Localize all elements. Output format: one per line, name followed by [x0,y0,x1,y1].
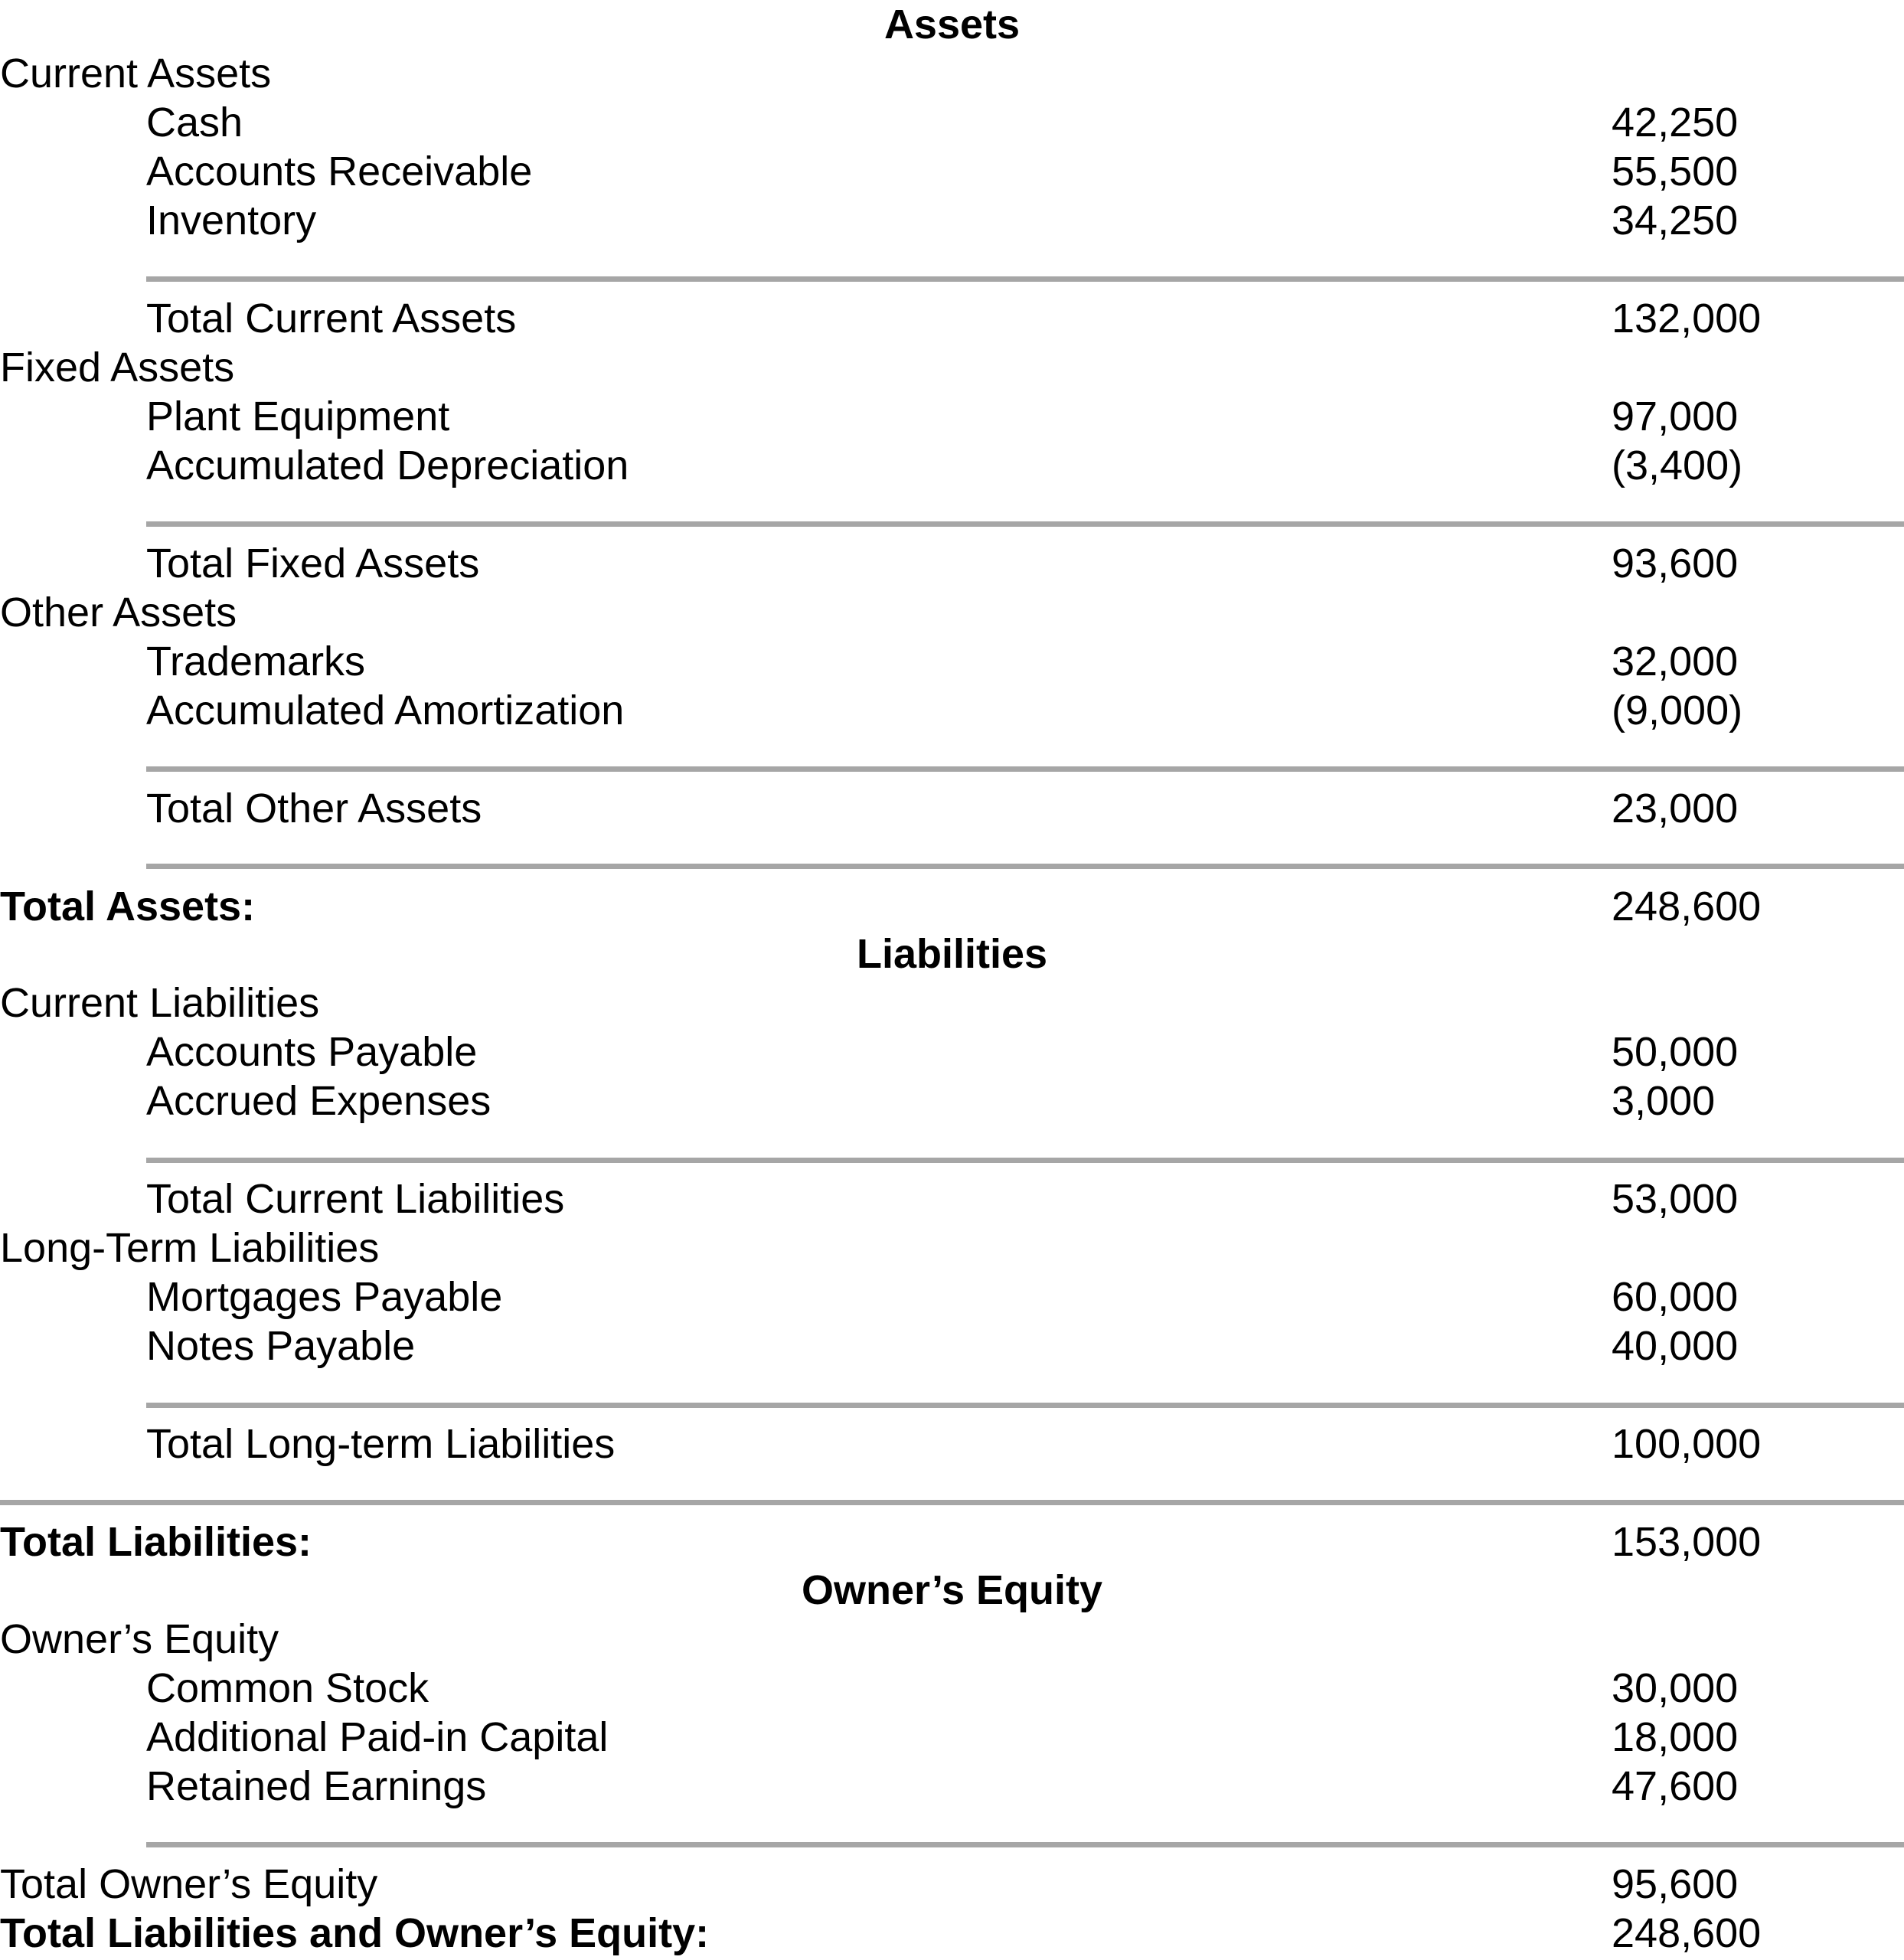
total-assets-label: Total Assets: [0,884,256,929]
assets-heading: Assets [883,2,1021,47]
total-fixed-assets-label: Total Fixed Assets [146,541,480,586]
line-item-label: Common Stock [146,1665,429,1711]
line-item-value: 97,000 [1612,394,1739,439]
line-item-label: Inventory [146,198,317,243]
line-item-label: Accounts Payable [146,1029,478,1075]
long-term-liabilities-label: Long-Term Liabilities [0,1225,380,1271]
total-current-assets-label: Total Current Assets [146,296,517,341]
line-item-value: 30,000 [1612,1665,1739,1711]
line-item-label: Accounts Receivable [146,149,533,194]
total-current-liabilities-value: 53,000 [1612,1176,1739,1222]
total-other-assets-label: Total Other Assets [146,786,482,831]
line-item-label: Cash [146,100,243,145]
subtotal-rule [146,276,1904,282]
line-item-value: (3,400) [1612,443,1743,488]
line-item-value: 60,000 [1612,1274,1739,1320]
line-item-label: Retained Earnings [146,1763,487,1809]
total-assets-value: 248,600 [1612,884,1762,929]
owners-equity-label: Owner’s Equity [0,1616,279,1662]
total-owners-equity-value: 95,600 [1612,1861,1739,1907]
line-item-value: 50,000 [1612,1029,1739,1075]
total-long-term-liabilities-label: Total Long-term Liabilities [146,1421,616,1467]
total-owners-equity-label: Total Owner’s Equity [0,1861,378,1907]
line-item-value: 34,250 [1612,198,1739,243]
fixed-assets-label: Fixed Assets [0,345,235,390]
line-item-label: Trademarks [146,639,366,684]
total-liabilities-label: Total Liabilities: [0,1519,312,1565]
current-liabilities-label: Current Liabilities [0,980,320,1026]
line-item-value: 32,000 [1612,639,1739,684]
line-item-value: (9,000) [1612,688,1743,733]
total-liabilities-value: 153,000 [1612,1519,1762,1565]
total-liabilities-and-equity-label: Total Liabilities and Owner’s Equity: [0,1910,710,1956]
line-item-value: 47,600 [1612,1763,1739,1809]
line-item-value: 55,500 [1612,149,1739,194]
line-item-label: Mortgages Payable [146,1274,503,1320]
line-item-value: 42,250 [1612,100,1739,145]
line-item-label: Notes Payable [146,1323,416,1369]
total-current-liabilities-label: Total Current Liabilities [146,1176,565,1222]
total-other-assets-value: 23,000 [1612,786,1739,831]
line-item-label: Accumulated Amortization [146,688,625,733]
line-item-label: Accrued Expenses [146,1078,492,1124]
subtotal-rule [146,864,1904,869]
current-assets-label: Current Assets [0,51,272,96]
subtotal-rule [146,521,1904,527]
line-item-label: Plant Equipment [146,394,450,439]
total-long-term-liabilities-value: 100,000 [1612,1421,1762,1467]
line-item-label: Accumulated Depreciation [146,443,629,488]
line-item-value: 40,000 [1612,1323,1739,1369]
line-item-label: Additional Paid-in Capital [146,1714,609,1760]
subtotal-rule [146,1842,1904,1847]
total-liabilities-and-equity-value: 248,600 [1612,1910,1762,1956]
liabilities-heading: Liabilities [856,931,1048,977]
line-item-value: 3,000 [1612,1078,1716,1124]
other-assets-label: Other Assets [0,590,237,635]
subtotal-rule [146,1403,1904,1408]
total-current-assets-value: 132,000 [1612,296,1762,341]
total-fixed-assets-value: 93,600 [1612,541,1739,586]
line-item-value: 18,000 [1612,1714,1739,1760]
subtotal-rule [146,1158,1904,1163]
total-rule [0,1500,1904,1505]
owners-equity-heading: Owner’s Equity [801,1567,1103,1613]
subtotal-rule [146,766,1904,772]
